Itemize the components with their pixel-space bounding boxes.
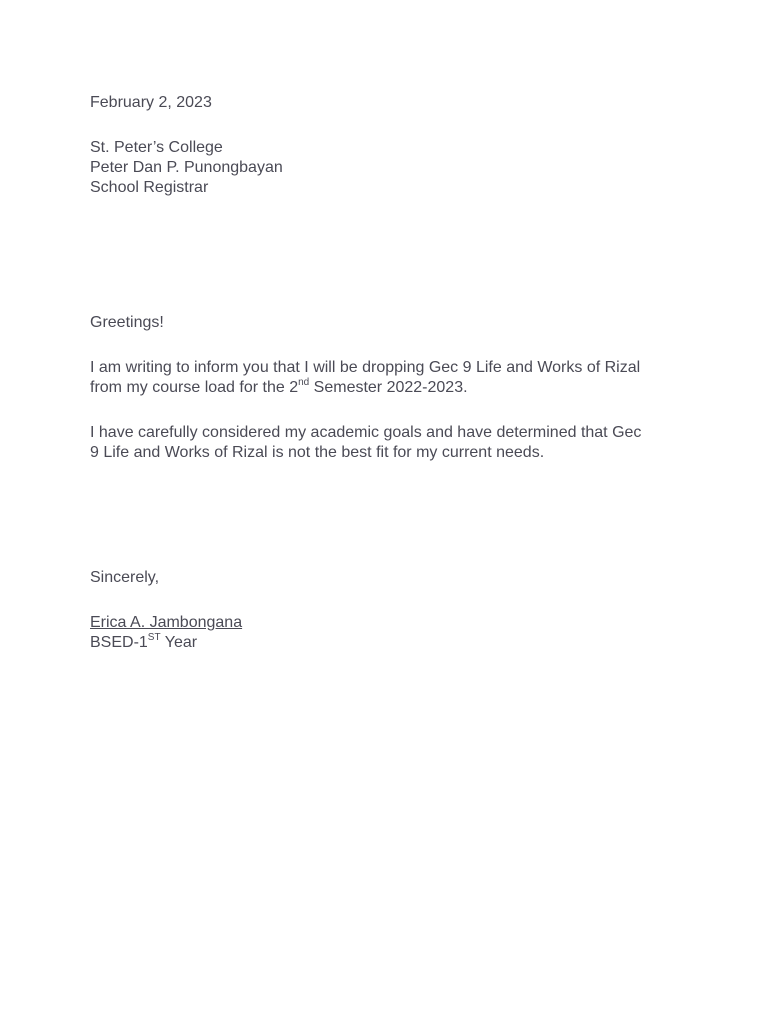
recipient-address — [90, 138, 690, 198]
paragraph-1-line-1: I am writing to inform you that I will be dropping Gec 9 Life and Works of Rizal — [90, 359, 641, 376]
body-paragraph-2 — [90, 423, 690, 463]
program-start: BSED-1 — [90, 634, 148, 651]
paragraph-2-line-2: 9 Life and Works of Rizal is not the best fit for my current needs. — [90, 444, 545, 461]
recipient-name: Peter Dan P. Punongbayan — [90, 159, 283, 176]
signatory-program — [90, 633, 690, 653]
ordinal-suffix: nd — [298, 376, 310, 388]
closing-text: Sincerely, — [90, 569, 160, 586]
paragraph-2-line-1: I have carefully considered my academic goals and have determined that Gec — [90, 424, 642, 441]
paragraph-1-line-2-end: Semester 2022-2023. — [309, 379, 468, 396]
letter-document — [90, 93, 690, 653]
greeting-text: Greetings! — [90, 314, 164, 331]
paragraph-1-line-2 — [90, 378, 690, 398]
letter-greeting — [90, 313, 690, 333]
letter-date — [90, 93, 690, 113]
paragraph-1-line-2-start: from my course load for the 2 — [90, 379, 299, 396]
program-end: Year — [160, 634, 198, 651]
year-ordinal-suffix: ST — [147, 631, 161, 643]
recipient-title: School Registrar — [90, 179, 209, 196]
body-paragraph-1 — [90, 358, 690, 398]
signature-block — [90, 613, 690, 653]
recipient-institution: St. Peter’s College — [90, 139, 223, 156]
signatory-name: Erica A. Jambongana — [90, 614, 243, 631]
letter-closing — [90, 568, 690, 588]
date-text: February 2, 2023 — [90, 94, 212, 111]
